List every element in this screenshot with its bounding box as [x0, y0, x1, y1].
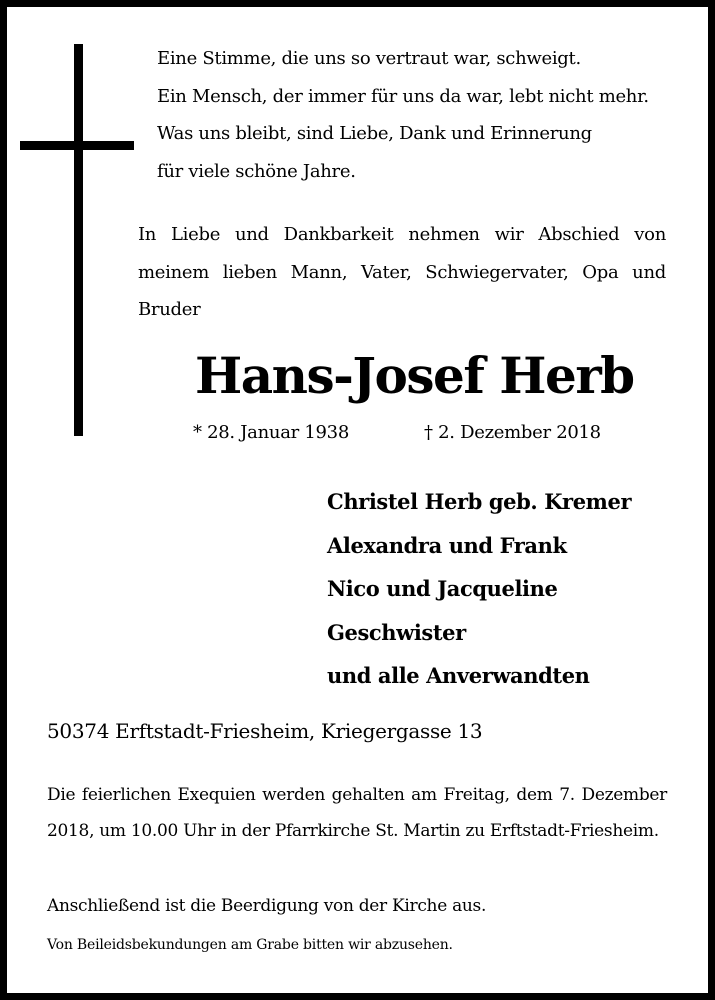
cross-vertical-bar	[74, 44, 83, 436]
mourners-list	[327, 480, 631, 698]
death-date: † 2. Dezember 2018	[424, 422, 601, 443]
farewell-intro: In Liebe und Dankbarkeit nehmen wir Abschied von meinem lieben Mann, Vater, Schwiegervater, Opa und Bruder	[138, 224, 666, 320]
poem-line: für viele schöne Jahre.	[157, 160, 356, 182]
mourner-entry: und alle Anverwandten	[327, 663, 590, 688]
birth-date: * 28. Januar 1938	[193, 422, 349, 443]
mourner-entry: Christel Herb geb. Kremer	[327, 489, 632, 514]
condolence-note: Von Beileidsbekundungen am Grabe bitten wir abzusehen.	[47, 937, 453, 953]
poem-line: Eine Stimme, die uns so vertraut war, schweigt.	[157, 48, 581, 69]
poem-line: Ein Mensch, der immer für uns da war, lebt nicht mehr.	[157, 85, 649, 107]
burial-info: Anschließend ist die Beerdigung von der Kirche aus.	[47, 896, 487, 916]
deceased-name: Hans-Josef Herb	[195, 346, 634, 405]
mourner-entry: Geschwister	[327, 619, 466, 645]
poem	[157, 40, 649, 190]
mourner-entry: Nico und Jacqueline	[327, 576, 558, 601]
cross-horizontal-bar	[20, 141, 134, 150]
poem-line: Was uns bleibt, sind Liebe, Dank und Erinnerung	[157, 123, 592, 144]
funeral-service-info: Die feierlichen Exequien werden gehalten am Freitag, dem 7. Dezember 2018, um 10.00 Uhr in der Pfarrkirche St. Martin zu Erftstadt-Friesheim.	[47, 785, 667, 841]
mourner-entry: Alexandra und Frank	[327, 532, 567, 558]
family-address: 50374 Erftstadt-Friesheim, Kriegergasse 13	[47, 719, 483, 743]
